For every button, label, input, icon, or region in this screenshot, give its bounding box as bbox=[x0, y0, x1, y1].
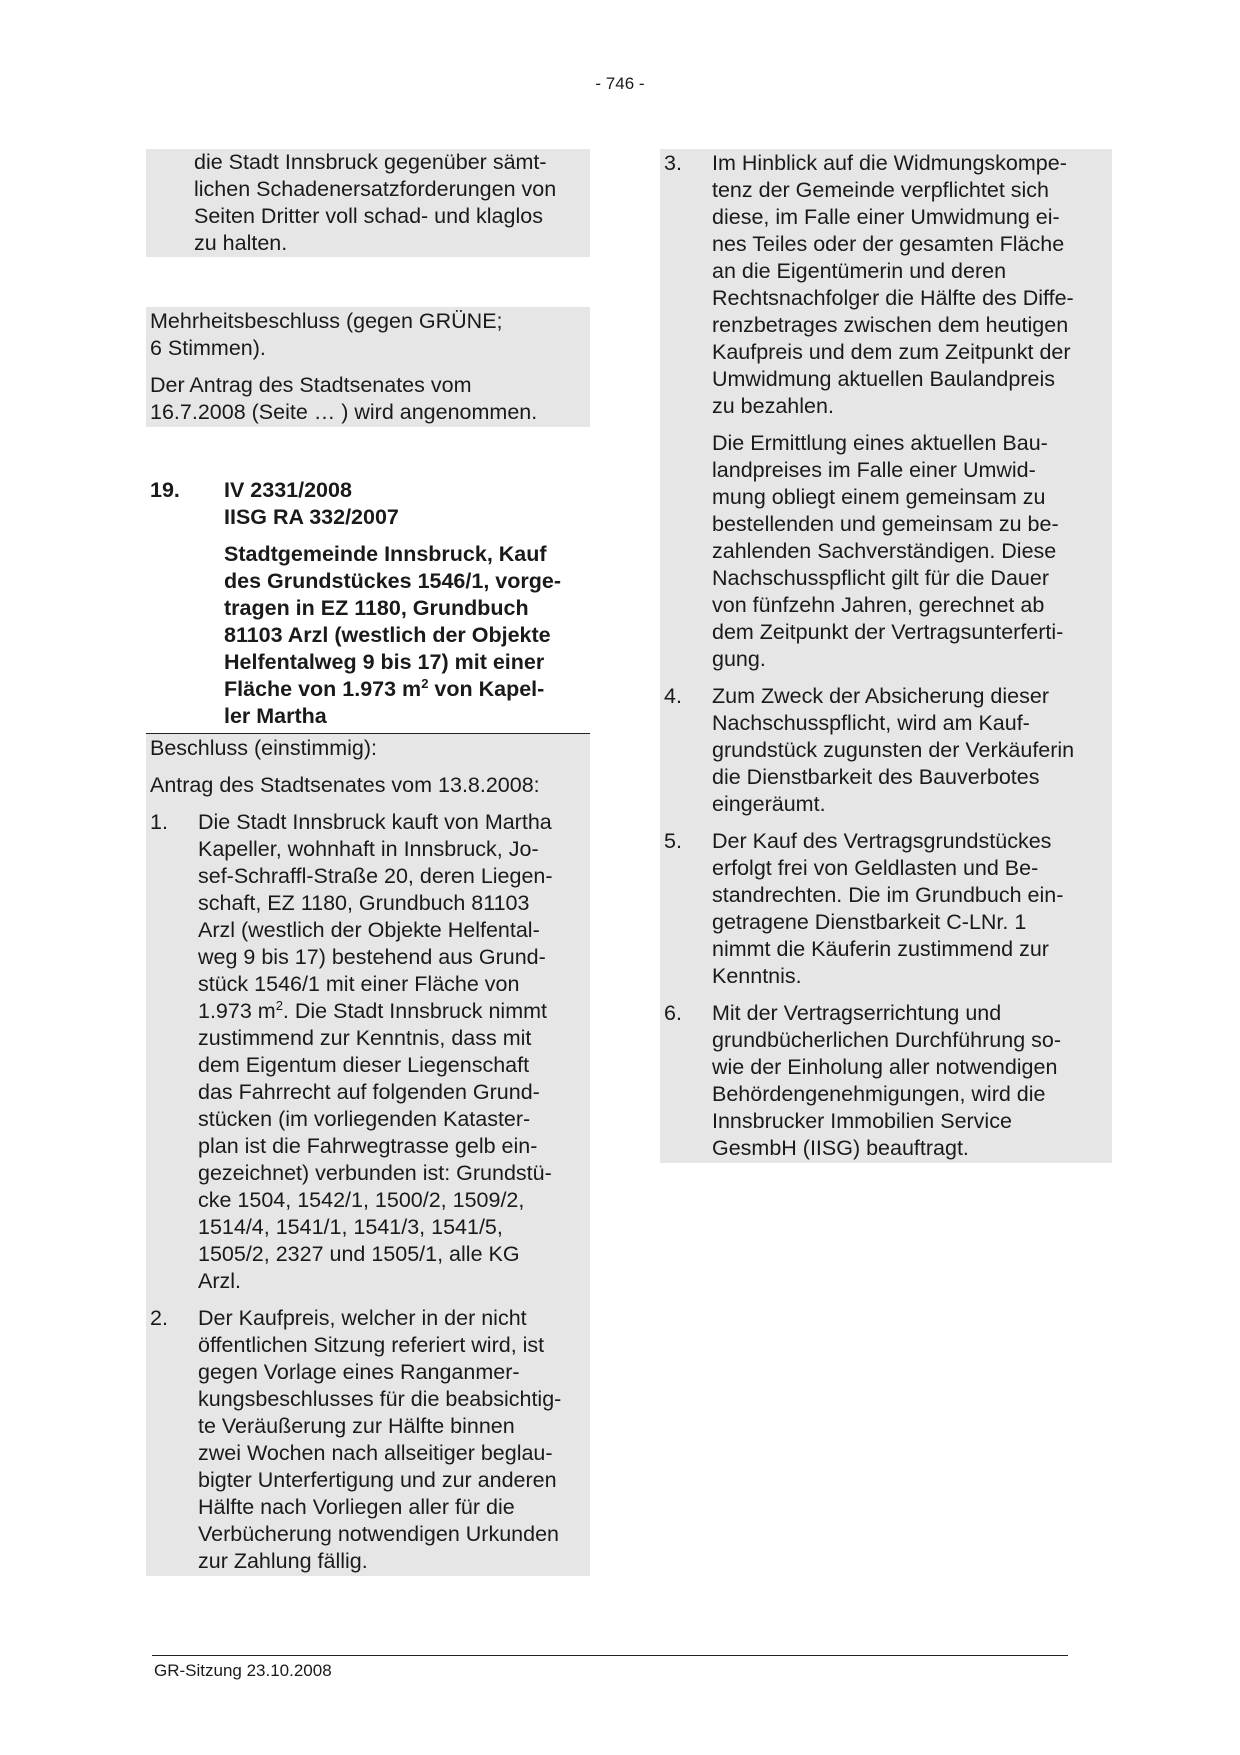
reference-1: IV 2331/2008 bbox=[224, 478, 352, 502]
reference-2: IISG RA 332/2007 bbox=[224, 505, 399, 529]
resolution-text: Beschluss (einstimmig): bbox=[150, 736, 377, 760]
intro-line: lichen Schadenersatzforderungen von bbox=[194, 177, 557, 201]
intro-block bbox=[146, 149, 590, 257]
intro-line: Seiten Dritter voll schad- und klaglos bbox=[194, 204, 543, 228]
item-title bbox=[224, 541, 590, 730]
title-line-area: Fläche von 1.973 $m^2$ von Kapel- bbox=[224, 675, 545, 701]
motion-text: Antrag des Stadtsenates vom 13.8.2008: bbox=[150, 773, 540, 797]
majority-line: Mehrheitsbeschluss (gegen GRÜNE; bbox=[150, 309, 503, 333]
intro-line: zu halten. bbox=[194, 231, 288, 255]
paragraph-3: 3. Im Hinblick auf die Widmungskompe- tenz der Gemeinde verpflichtet sich diese, im Falle einer Umwidmung ei- nes Teiles oder der gesamten Fläche an die Eigentümerin und deren Rechtsnachfolger die Hälfte des Diffe- renzbetrages zwischen dem heutigen Kaufpreis und dem zum Zeitpunkt der Umwidmung aktuellen Baulandpreis zu bezahlen. Die Ermittlung eines aktuellen Bau- landpreises im Falle einer Umwid- mung obliegt einem gemeinsam zu bestellenden und gemeinsam zu be- zahlenden Sachverständigen. Diese Nachschusspflicht gilt für die Dauer von fünfzehn Jahren, gerechnet ab dem Zeitpunkt der Vertragsunterferti- gung. bbox=[664, 151, 1074, 671]
paragraph-4: 4. Zum Zweck der Absicherung dieser Nachschusspflicht, wird am Kauf- grundstück zugunsten der Verkäuferin die Dienstbarkeit des Bauverbotes eingeräumt. bbox=[664, 684, 1075, 816]
accepted-line: Der Antrag des Stadtsenates vom bbox=[150, 373, 472, 397]
paragraph-number: 3. bbox=[664, 151, 682, 175]
page-number: - 746 - bbox=[595, 74, 645, 93]
paragraph-number: 4. bbox=[664, 684, 682, 708]
paragraph-number: 2. bbox=[150, 1306, 168, 1330]
paragraph-number: 5. bbox=[664, 829, 682, 853]
title-line: des Grundstückes 1546/1, vorge- bbox=[224, 569, 561, 593]
title-line: Stadtgemeinde Innsbruck, Kauf bbox=[224, 542, 547, 566]
paragraph-number: 1. bbox=[150, 810, 168, 834]
paragraph-2: 2. Der Kaufpreis, welcher in der nicht öffentlichen Sitzung referiert wird, ist gegen Vorlage eines Ranganmer- kungsbeschlusses für die beabsichtig- te Veräußerung zur Hälfte binnen zwei Wochen nach allseitiger beglau- bigter Unterfertigung und zur anderen Hälfte nach Vorliegen aller für die Verbücherung notwendigen Urkunden zur Zahlung fällig. bbox=[150, 1306, 562, 1573]
majority-line: 6 Stimmen). bbox=[150, 336, 266, 360]
majority-block bbox=[146, 307, 590, 427]
intro-line: die Stadt Innsbruck gegenüber sämt- bbox=[194, 150, 547, 174]
left-column bbox=[146, 149, 590, 1576]
resolution-block bbox=[146, 734, 590, 1576]
agenda-item-19 bbox=[146, 477, 590, 730]
footer-text: GR-Sitzung 23.10.2008 bbox=[154, 1661, 332, 1680]
paragraph-5: 5. Der Kauf des Vertragsgrundstückes erfolgt frei von Geldlasten und Be- standrechten. Die im Grundbuch ein- getragene Dienstbarkeit C-LNr. 1 nimmt die Käuferin zustimmend zur Kenntnis. bbox=[664, 829, 1064, 988]
title-line: 81103 Arzl (westlich der Objekte bbox=[224, 623, 551, 647]
accepted-line: 16.7.2008 (Seite … ) wird angenommen. bbox=[150, 400, 538, 424]
footer-rule bbox=[152, 1655, 1068, 1656]
paragraph-6: 6. Mit der Vertragserrichtung und grundbücherlichen Durchführung so- wie der Einholung aller notwendigen Behördengenehmigungen, wird die Innsbrucker Immobilien Service GesmbH (IISG) beauftragt. bbox=[664, 1001, 1061, 1160]
title-line: Helfentalweg 9 bis 17) mit einer bbox=[224, 650, 545, 674]
agenda-number: 19. bbox=[150, 478, 180, 502]
right-column bbox=[660, 149, 1112, 1163]
title-line: tragen in EZ 1180, Grundbuch bbox=[224, 596, 529, 620]
paragraph-number: 6. bbox=[664, 1001, 682, 1025]
paragraph-1: 1. Die Stadt Innsbruck kauft von Martha Kapeller, wohnhaft in Innsbruck, Jo- sef-Schraffl-Straße 20, deren Liegen- schaft, EZ 1180, Grundbuch 81103 Arzl (westlich der Objekte Helfental- weg 9 bis 17) bestehend aus Grund- stück 1546/1 mit einer Fläche von 1.973 $m^2$. Die Stadt Innsbruck nimmt zustimmend zur Kenntnis, dass mit dem Eigentum dieser Liegenschaft das Fahrrecht auf folgenden Grund- stücken (im vorliegenden Kataster- plan ist die Fahrwegtrasse gelb ein- gezeichnet) verbunden ist: Grundstü- cke 1504, 1542/1, 1500/2, 1509/2, 1514/4, 1541/1, 1541/3, 1541/5, 1505/2, 2327 und 1505/1, alle KG Arzl. bbox=[150, 810, 553, 1293]
title-line: ler Martha bbox=[224, 704, 327, 728]
